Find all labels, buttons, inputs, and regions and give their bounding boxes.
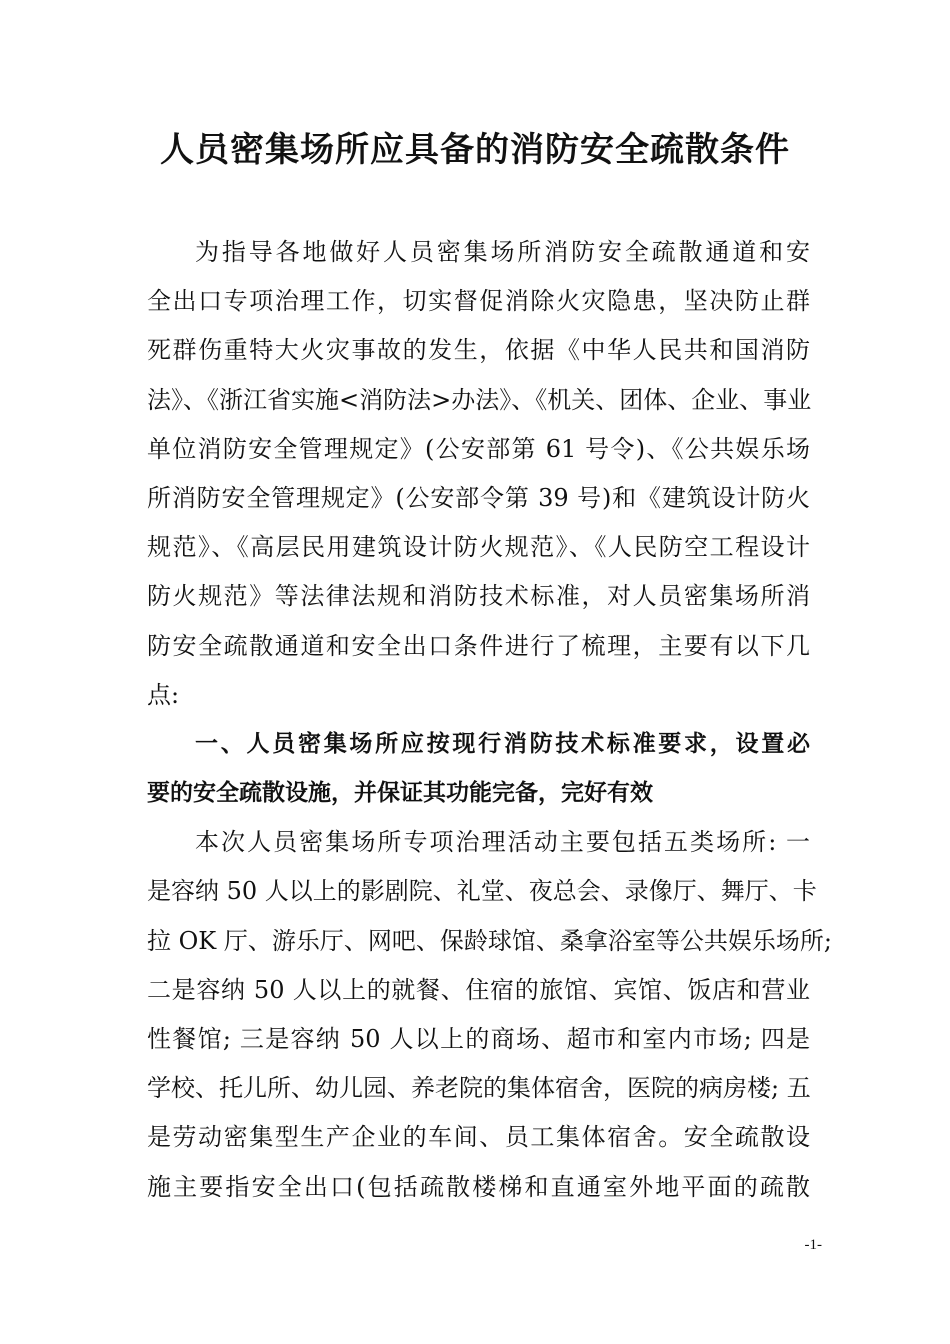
paragraph-line: 所消防安全管理规定》(公安部令第 39 号)和《建筑设计防火 <box>147 483 810 512</box>
paragraph-line: 施主要指安全出口(包括疏散楼梯和直通室外地平面的疏散 <box>147 1172 810 1201</box>
paragraph-line: 为指导各地做好人员密集场所消防安全疏散通道和安 <box>195 238 810 266</box>
document-body <box>147 228 832 1212</box>
paragraph-line: 死群伤重特大火灾事故的发生，依据《中华人民共和国消防 <box>147 336 810 365</box>
paragraph-line: 点: <box>147 680 180 709</box>
paragraph-line: 学校、托儿所、幼儿园、养老院的集体宿舍，医院的病房楼; 五 <box>147 1074 811 1103</box>
paragraph-line: 法》、《浙江省实施<消防法>办法》、《机关、团体、企业、事业 <box>147 385 812 414</box>
section-heading-line: 要的安全疏散设施，并保证其功能完备，完好有效 <box>147 780 653 807</box>
section-heading-line: 一、人员密集场所应按现行消防技术标准要求，设置必 <box>195 730 810 757</box>
paragraph-line: 防火规范》等法律法规和消防技术标准，对人员密集场所消 <box>147 582 810 611</box>
paragraph-line: 全出口专项治理工作，切实督促消除火灾隐患，坚决防止群 <box>147 287 810 316</box>
paragraph-line: 本次人员密集场所专项治理活动主要包括五类场所: 一 <box>195 828 810 857</box>
paragraph-line: 规范》、《高层民用建筑设计防火规范》、《人民防空工程设计 <box>147 533 810 562</box>
page-number: -1- <box>804 1237 822 1253</box>
paragraph-line: 是劳动密集型生产企业的车间、员工集体宿舍。安全疏散设 <box>147 1123 810 1152</box>
paragraph-line: 单位消防安全管理规定》(公安部第 61 号令)、《公共娱乐场 <box>147 434 810 463</box>
paragraph-line: 性餐馆; 三是容纳 50 人以上的商场、超市和室内市场; 四是 <box>147 1025 810 1053</box>
document-title: 人员密集场所应具备的消防安全疏散条件 <box>160 130 790 170</box>
paragraph-line: 二是容纳 50 人以上的就餐、住宿的旅馆、宾馆、饭店和营业 <box>147 975 810 1004</box>
paragraph-line: 拉 OK 厅、游乐厅、网吧、保龄球馆、桑拿浴室等公共娱乐场所; <box>147 926 832 955</box>
paragraph-line: 是容纳 50 人以上的影剧院、礼堂、夜总会、录像厅、舞厅、卡 <box>147 877 817 906</box>
paragraph-line: 防安全疏散通道和安全出口条件进行了梳理，主要有以下几 <box>147 631 810 660</box>
